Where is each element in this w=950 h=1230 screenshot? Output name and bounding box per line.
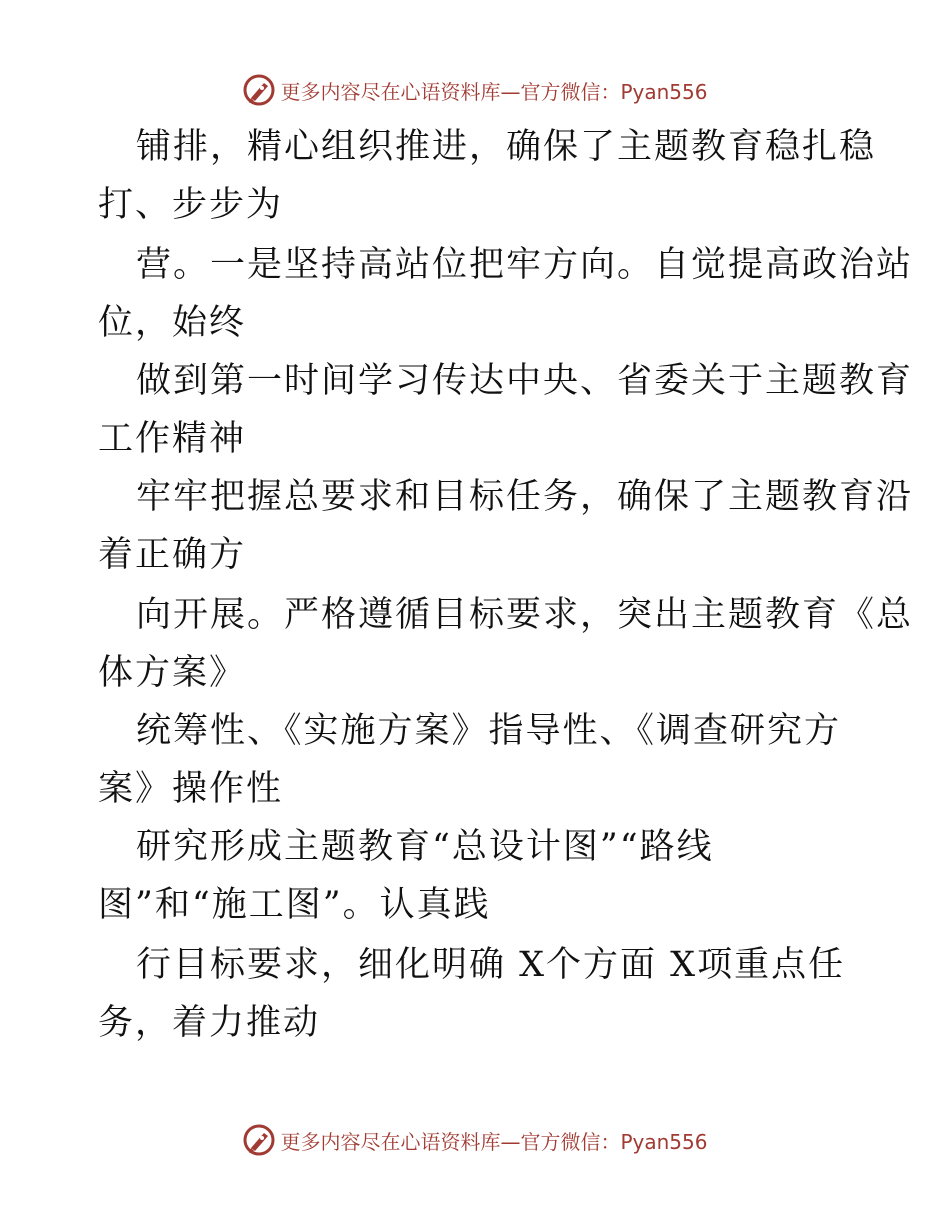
body-line-13: 研究形成主题教育“总设计图”“路线 — [136, 827, 714, 867]
header-banner — [0, 70, 950, 110]
pen-circle-logo-icon — [242, 73, 276, 107]
footer-banner-text: 更多内容尽在心语资料库—官方微信：Pyan556 — [280, 1129, 708, 1154]
body-line-16: 务，着力推动 — [98, 1003, 321, 1043]
header-banner-text: 更多内容尽在心语资料库—官方微信：Pyan556 — [280, 79, 708, 104]
body-line-7: 牢牢把握总要求和目标任务，确保了主题教育沿 — [136, 477, 914, 517]
body-line-14: 图”和“施工图”。认真践 — [98, 885, 491, 925]
body-line-5: 做到第一时间学习传达中央、省委关于主题教育 — [136, 361, 914, 401]
body-line-9: 向开展。严格遵循目标要求，突出主题教育《总 — [136, 595, 914, 635]
body-line-8: 着正确方 — [98, 535, 247, 575]
body-line-3: 营。一是坚持高站位把牢方向。自觉提高政治站 — [136, 245, 914, 285]
body-line-15: 行目标要求，细化明确 X个方面 X项重点任 — [136, 945, 846, 985]
pen-circle-logo-icon — [242, 1123, 276, 1157]
body-line-11: 统筹性、《实施方案》指导性、《调查研究方 — [136, 711, 842, 751]
body-line-1: 铺排，精心组织推进，确保了主题教育稳扎稳 — [136, 127, 877, 167]
body-line-2: 打、步步为 — [98, 185, 284, 225]
body-line-6: 工作精神 — [98, 419, 247, 459]
body-line-10: 体方案》 — [98, 653, 247, 693]
footer-banner — [0, 1120, 950, 1160]
body-line-12: 案》操作性 — [98, 769, 284, 809]
body-line-4: 位，始终 — [98, 303, 247, 343]
